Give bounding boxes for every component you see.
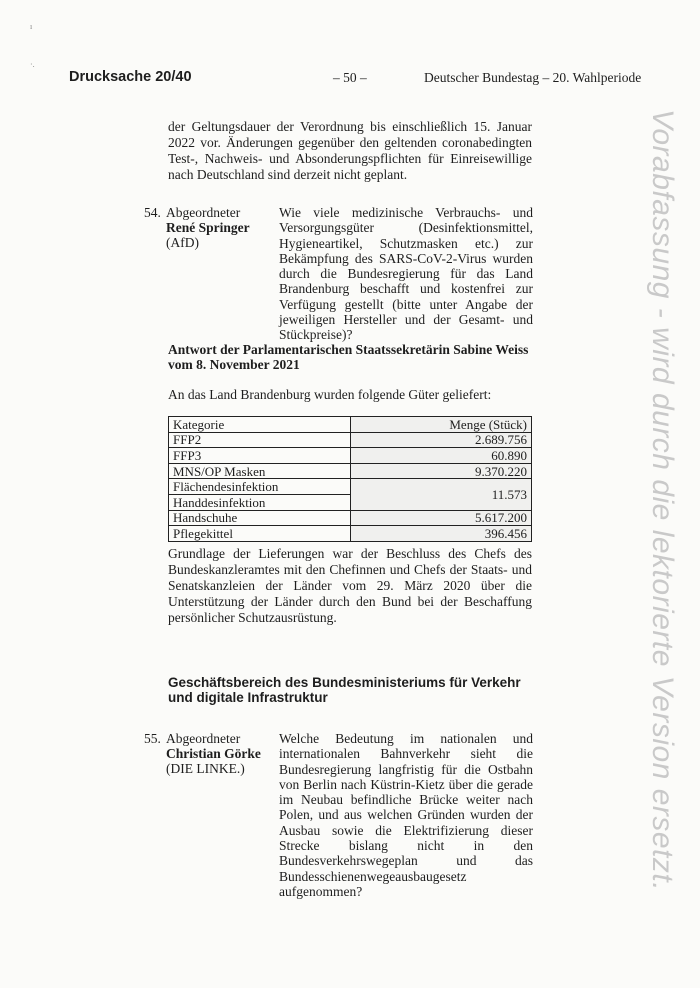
question-text: Wie viele medizinische Verbrauchs- und Versorgungsgüter (Desinfektionsmittel, Hygieneartikel, Schutzmasken etc.) zur Bekämpfung des SARS-CoV-2-Virus wurden durch die Bundesregierung für das Land Brandenburg beschafft und kostenfrei zur Verfügung gestellt (bitte unter Angabe der jeweiligen Hersteller und der Gesamt- und Stückpreise)?	[279, 205, 533, 343]
table-row	[169, 526, 532, 542]
goods-table	[168, 416, 532, 542]
answer-heading-line: Antwort der Parlamentarischen Staatssekretärin Sabine Weiss	[168, 342, 529, 357]
document-number: Drucksache 20/40	[69, 69, 192, 85]
intro-paragraph: der Geltungsdauer der Verordnung bis einschließlich 15. Januar 2022 vor. Änderungen gegenüber den geltenden coronabedingten Test-, Nachweis- und Absonderungspflichten für Einreisewillige nach Deutschland sind derzeit nicht geplant.	[168, 119, 532, 182]
table-intro: An das Land Brandenburg wurden folgende Güter geliefert:	[168, 387, 492, 402]
page-number: – 50 –	[333, 70, 367, 85]
section-heading-line: und digitale Infrastruktur	[168, 690, 328, 705]
question-text: Welche Bedeutung im nationalen und internationalen Bahnverkehr sieht die Bundesregierung langfristig für die Ostbahn von Berlin nach Küstrin-Kietz über die gerade im Neubau befindliche Brücke weiter nach Polen, und aus welchen Gründen wurden der Ausbau sowie die Elektrifizierung dieser Strecke bislang nicht in den Bundesverkehrswegeplan und das Bundesschienenwegeausbaugesetz aufgenommen?	[279, 731, 533, 899]
questioner-party: (DIE LINKE.)	[166, 761, 245, 776]
question-number: 54.	[144, 205, 161, 220]
questioner-name: Christian Görke	[166, 746, 261, 761]
questioner-role: Abgeordneter	[166, 205, 241, 220]
table-row	[169, 510, 532, 526]
table-row	[169, 463, 532, 479]
category-cell: Handschuhe	[169, 510, 351, 526]
scan-speck: ·.	[30, 60, 35, 69]
category-cell: MNS/OP Masken	[169, 463, 351, 479]
category-cell: Handdesinfektion	[169, 494, 351, 510]
section-heading-line: Geschäftsbereich des Bundesministeriums für Verkehr	[168, 675, 521, 690]
category-cell: FFP3	[169, 448, 351, 464]
section-heading	[168, 675, 548, 705]
amount-cell: 60.890	[351, 448, 532, 464]
amount-cell: 2.689.756	[351, 432, 532, 448]
category-cell: Flächendesinfektion	[169, 479, 351, 495]
header-cell: Kategorie	[169, 417, 351, 433]
category-cell: Pflegekittel	[169, 526, 351, 542]
amount-cell: 5.617.200	[351, 510, 532, 526]
answer-heading-date: vom 8. November 2021	[168, 357, 300, 372]
basis-paragraph: Grundlage der Lieferungen war der Beschluss des Chefs des Bundeskanzleramtes mit den Chefinnen und Chefs der Staats- und Senatskanzleien der Länder vom 29. März 2020 über die Unterstützung der Länder durch den Bund bei der Beschaffung persönlicher Schutzausrüstung.	[168, 546, 532, 625]
amount-cell: 9.370.220	[351, 463, 532, 479]
scan-speck: ı	[30, 22, 33, 31]
table-header-row	[169, 417, 532, 433]
amount-cell: 396.456	[351, 526, 532, 542]
table-row	[169, 448, 532, 464]
category-cell: FFP2	[169, 432, 351, 448]
questioner-party: (AfD)	[166, 235, 199, 250]
publisher-line: Deutscher Bundestag – 20. Wahlperiode	[424, 70, 642, 85]
question-number: 55.	[144, 731, 161, 746]
table-row	[169, 479, 532, 495]
table-row	[169, 432, 532, 448]
questioner-name: René Springer	[166, 220, 250, 235]
header-cell: Menge (Stück)	[351, 417, 532, 433]
draft-watermark: Vorabfassung - wird durch die lektorierte Version ersetzt.	[646, 108, 679, 892]
amount-cell-merged: 11.573	[351, 479, 532, 510]
answer-heading	[168, 342, 548, 372]
questioner-block	[166, 205, 250, 250]
questioner-block	[166, 731, 261, 776]
questioner-role: Abgeordneter	[166, 731, 241, 746]
